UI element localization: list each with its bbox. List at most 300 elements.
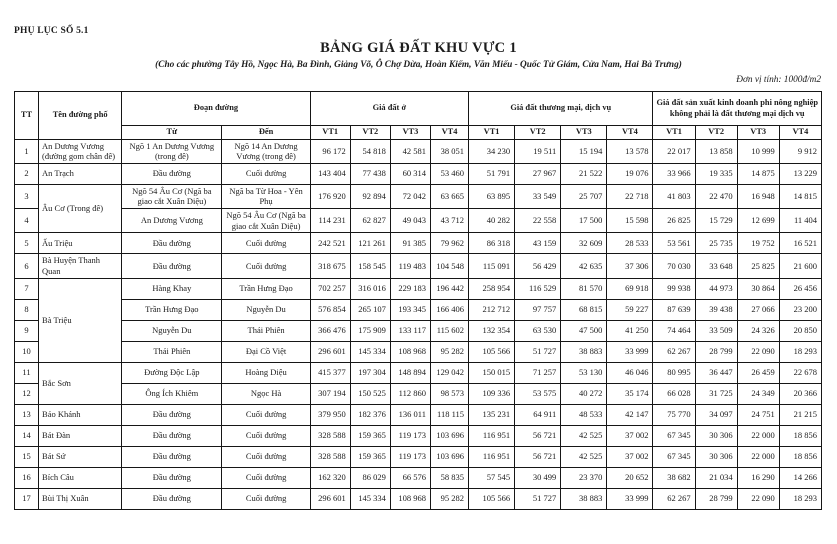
price-value-cell: 41 803	[653, 184, 695, 208]
price-value-cell: 33 999	[607, 488, 653, 509]
price-value-cell: 44 973	[695, 278, 737, 299]
table-row	[15, 184, 822, 208]
table-row	[15, 254, 822, 278]
header-vt2: VT2	[350, 126, 390, 140]
segment-from-cell: Đầu đường	[122, 467, 222, 488]
row-number: 5	[15, 233, 39, 254]
price-value-cell: 103 696	[430, 425, 468, 446]
table-row	[15, 425, 822, 446]
table-row	[15, 488, 822, 509]
price-value-cell: 49 043	[390, 209, 430, 233]
segment-from-cell: Đầu đường	[122, 446, 222, 467]
price-value-cell: 119 483	[390, 254, 430, 278]
price-value-cell: 68 815	[561, 299, 607, 320]
header-vt1: VT1	[469, 126, 515, 140]
price-value-cell: 109 336	[469, 383, 515, 404]
segment-to-cell: Cuối đường	[222, 425, 310, 446]
price-value-cell: 66 576	[390, 467, 430, 488]
price-value-cell: 22 017	[653, 139, 695, 163]
table-row	[15, 139, 822, 163]
segment-to-cell: Trần Hưng Đạo	[222, 278, 310, 299]
header-vt1: VT1	[310, 126, 350, 140]
segment-from-cell: Ngõ 1 An Dương Vương (trong đê)	[122, 139, 222, 163]
price-value-cell: 27 967	[515, 163, 561, 184]
price-value-cell: 36 447	[695, 362, 737, 383]
price-value-cell: 47 500	[561, 320, 607, 341]
row-number: 12	[15, 383, 39, 404]
price-value-cell: 79 962	[430, 233, 468, 254]
price-value-cell: 28 799	[695, 341, 737, 362]
segment-to-cell: Cuối đường	[222, 163, 310, 184]
price-value-cell: 702 257	[310, 278, 350, 299]
price-value-cell: 13 858	[695, 139, 737, 163]
segment-from-cell: Đầu đường	[122, 254, 222, 278]
price-value-cell: 22 718	[607, 184, 653, 208]
price-value-cell: 80 995	[653, 362, 695, 383]
price-value-cell: 112 860	[390, 383, 430, 404]
price-value-cell: 26 459	[737, 362, 779, 383]
table-row	[15, 467, 822, 488]
price-value-cell: 23 370	[561, 467, 607, 488]
price-value-cell: 34 230	[469, 139, 515, 163]
price-value-cell: 129 042	[430, 362, 468, 383]
price-value-cell: 158 545	[350, 254, 390, 278]
table-row	[15, 341, 822, 362]
price-value-cell: 366 476	[310, 320, 350, 341]
price-value-cell: 37 002	[607, 425, 653, 446]
segment-from-cell: Đầu đường	[122, 233, 222, 254]
price-value-cell: 116 951	[469, 425, 515, 446]
price-value-cell: 27 066	[737, 299, 779, 320]
price-value-cell: 30 499	[515, 467, 561, 488]
price-value-cell: 16 521	[779, 233, 821, 254]
segment-to-cell: Cuối đường	[222, 254, 310, 278]
price-value-cell: 328 588	[310, 446, 350, 467]
header-tt: TT	[15, 92, 39, 140]
price-value-cell: 38 682	[653, 467, 695, 488]
price-value-cell: 40 282	[469, 209, 515, 233]
price-value-cell: 56 721	[515, 425, 561, 446]
row-number: 6	[15, 254, 39, 278]
price-value-cell: 32 609	[561, 233, 607, 254]
table-row	[15, 278, 822, 299]
segment-from-cell: An Dương Vương	[122, 209, 222, 233]
price-value-cell: 16 948	[737, 184, 779, 208]
segment-from-cell: Ngõ 54 Âu Cơ (Ngã ba giao cắt Xuân Diệu)	[122, 184, 222, 208]
table-row	[15, 209, 822, 233]
row-number: 8	[15, 299, 39, 320]
price-value-cell: 20 366	[779, 383, 821, 404]
price-value-cell: 67 345	[653, 446, 695, 467]
price-value-cell: 119 173	[390, 425, 430, 446]
row-number: 1	[15, 139, 39, 163]
segment-to-cell: Ngõ 54 Âu Cơ (Ngã ba giao cắt Xuân Diệu)	[222, 209, 310, 233]
price-value-cell: 166 406	[430, 299, 468, 320]
price-value-cell: 196 442	[430, 278, 468, 299]
land-price-table	[14, 91, 822, 510]
header-production: Giá đất sản xuất kinh doanh phi nông nghiệp không phải là đất thương mại dịch vụ	[653, 92, 822, 126]
price-value-cell: 103 696	[430, 446, 468, 467]
street-name-cell: Bảo Khánh	[39, 404, 122, 425]
row-number: 16	[15, 467, 39, 488]
row-number: 10	[15, 341, 39, 362]
price-value-cell: 19 076	[607, 163, 653, 184]
price-value-cell: 576 854	[310, 299, 350, 320]
table-row	[15, 404, 822, 425]
price-value-cell: 9 912	[779, 139, 821, 163]
row-number: 15	[15, 446, 39, 467]
header-vt3: VT3	[737, 126, 779, 140]
header-vt2: VT2	[695, 126, 737, 140]
row-number: 4	[15, 209, 39, 233]
row-number: 7	[15, 278, 39, 299]
price-value-cell: 150 015	[469, 362, 515, 383]
price-value-cell: 296 601	[310, 341, 350, 362]
street-name-cell: An Dương Vương (đường gom chân đê)	[39, 139, 122, 163]
price-value-cell: 132 354	[469, 320, 515, 341]
row-number: 11	[15, 362, 39, 383]
segment-to-cell: Nguyễn Du	[222, 299, 310, 320]
price-value-cell: 105 566	[469, 488, 515, 509]
segment-to-cell: Đại Cồ Việt	[222, 341, 310, 362]
price-value-cell: 26 456	[779, 278, 821, 299]
price-value-cell: 42 635	[561, 254, 607, 278]
price-value-cell: 15 194	[561, 139, 607, 163]
price-value-cell: 11 404	[779, 209, 821, 233]
price-value-cell: 95 282	[430, 341, 468, 362]
price-value-cell: 57 545	[469, 467, 515, 488]
segment-from-cell: Trần Hưng Đạo	[122, 299, 222, 320]
price-value-cell: 115 091	[469, 254, 515, 278]
segment-from-cell: Đầu đường	[122, 488, 222, 509]
row-number: 3	[15, 184, 39, 208]
segment-to-cell: Thái Phiên	[222, 320, 310, 341]
header-section: Đoạn đường	[122, 92, 310, 126]
price-value-cell: 22 678	[779, 362, 821, 383]
price-value-cell: 118 115	[430, 404, 468, 425]
price-value-cell: 22 558	[515, 209, 561, 233]
price-value-cell: 60 314	[390, 163, 430, 184]
price-value-cell: 48 533	[561, 404, 607, 425]
price-value-cell: 21 034	[695, 467, 737, 488]
price-value-cell: 97 757	[515, 299, 561, 320]
price-value-cell: 23 200	[779, 299, 821, 320]
segment-to-cell: Cuối đường	[222, 446, 310, 467]
price-value-cell: 18 856	[779, 446, 821, 467]
price-value-cell: 14 815	[779, 184, 821, 208]
price-value-cell: 24 349	[737, 383, 779, 404]
price-value-cell: 162 320	[310, 467, 350, 488]
price-value-cell: 63 530	[515, 320, 561, 341]
header-vt4: VT4	[607, 126, 653, 140]
header-vt3: VT3	[561, 126, 607, 140]
price-value-cell: 34 097	[695, 404, 737, 425]
table-row	[15, 362, 822, 383]
table-row	[15, 163, 822, 184]
price-value-cell: 13 578	[607, 139, 653, 163]
price-value-cell: 119 173	[390, 446, 430, 467]
price-value-cell: 22 090	[737, 341, 779, 362]
table-row	[15, 233, 822, 254]
price-value-cell: 62 827	[350, 209, 390, 233]
price-value-cell: 18 293	[779, 488, 821, 509]
price-value-cell: 17 500	[561, 209, 607, 233]
price-value-cell: 242 521	[310, 233, 350, 254]
street-name-cell: Âu Cơ (Trong đê)	[39, 184, 122, 233]
price-value-cell: 148 894	[390, 362, 430, 383]
price-value-cell: 64 911	[515, 404, 561, 425]
price-value-cell: 35 174	[607, 383, 653, 404]
row-number: 17	[15, 488, 39, 509]
price-value-cell: 71 257	[515, 362, 561, 383]
table-row	[15, 446, 822, 467]
table-header	[15, 92, 822, 140]
row-number: 2	[15, 163, 39, 184]
price-value-cell: 58 835	[430, 467, 468, 488]
price-value-cell: 28 799	[695, 488, 737, 509]
price-value-cell: 135 231	[469, 404, 515, 425]
price-value-cell: 145 334	[350, 488, 390, 509]
header-vt3: VT3	[390, 126, 430, 140]
price-value-cell: 74 464	[653, 320, 695, 341]
table-row	[15, 320, 822, 341]
table-row	[15, 383, 822, 404]
header-vt2: VT2	[515, 126, 561, 140]
price-value-cell: 51 791	[469, 163, 515, 184]
price-value-cell: 59 227	[607, 299, 653, 320]
price-value-cell: 63 895	[469, 184, 515, 208]
price-value-cell: 145 334	[350, 341, 390, 362]
price-value-cell: 86 029	[350, 467, 390, 488]
price-value-cell: 42 525	[561, 446, 607, 467]
price-value-cell: 31 725	[695, 383, 737, 404]
segment-to-cell: Ngã ba Từ Hoa - Yên Phụ	[222, 184, 310, 208]
row-number: 13	[15, 404, 39, 425]
price-value-cell: 22 000	[737, 425, 779, 446]
price-value-cell: 307 194	[310, 383, 350, 404]
header-residential: Giá đất ở	[310, 92, 468, 126]
price-value-cell: 258 954	[469, 278, 515, 299]
street-name-cell: An Trạch	[39, 163, 122, 184]
price-value-cell: 108 968	[390, 488, 430, 509]
price-value-cell: 62 267	[653, 341, 695, 362]
price-value-cell: 114 231	[310, 209, 350, 233]
price-value-cell: 296 601	[310, 488, 350, 509]
price-value-cell: 70 030	[653, 254, 695, 278]
price-value-cell: 13 229	[779, 163, 821, 184]
price-value-cell: 98 573	[430, 383, 468, 404]
unit-note: Đơn vị tính: 1000đ/m2	[736, 75, 821, 85]
price-value-cell: 316 016	[350, 278, 390, 299]
price-value-cell: 21 215	[779, 404, 821, 425]
price-value-cell: 379 950	[310, 404, 350, 425]
segment-to-cell: Cuối đường	[222, 404, 310, 425]
segment-from-cell: Thái Phiên	[122, 341, 222, 362]
price-table-body	[15, 139, 822, 509]
price-value-cell: 30 306	[695, 425, 737, 446]
price-value-cell: 212 712	[469, 299, 515, 320]
street-name-cell: Bích Câu	[39, 467, 122, 488]
price-value-cell: 37 306	[607, 254, 653, 278]
price-value-cell: 87 639	[653, 299, 695, 320]
price-value-cell: 38 883	[561, 341, 607, 362]
price-value-cell: 176 920	[310, 184, 350, 208]
header-from: Từ	[122, 126, 222, 140]
price-value-cell: 28 533	[607, 233, 653, 254]
row-number: 9	[15, 320, 39, 341]
segment-to-cell: Cuối đường	[222, 233, 310, 254]
segment-from-cell: Nguyễn Du	[122, 320, 222, 341]
segment-to-cell: Ngõ 14 An Dương Vương (trong đê)	[222, 139, 310, 163]
price-value-cell: 19 752	[737, 233, 779, 254]
price-value-cell: 26 825	[653, 209, 695, 233]
price-value-cell: 62 267	[653, 488, 695, 509]
price-value-cell: 38 883	[561, 488, 607, 509]
price-value-cell: 20 652	[607, 467, 653, 488]
price-value-cell: 18 293	[779, 341, 821, 362]
price-value-cell: 22 000	[737, 446, 779, 467]
price-value-cell: 30 864	[737, 278, 779, 299]
price-value-cell: 42 525	[561, 425, 607, 446]
price-value-cell: 54 818	[350, 139, 390, 163]
street-name-cell: Bắc Sơn	[39, 362, 122, 404]
header-commercial: Giá đất thương mại, dịch vụ	[469, 92, 653, 126]
price-value-cell: 92 894	[350, 184, 390, 208]
segment-from-cell: Đầu đường	[122, 404, 222, 425]
price-value-cell: 18 856	[779, 425, 821, 446]
price-value-cell: 33 648	[695, 254, 737, 278]
header-vt4: VT4	[779, 126, 821, 140]
price-value-cell: 150 525	[350, 383, 390, 404]
price-value-cell: 41 250	[607, 320, 653, 341]
price-value-cell: 14 875	[737, 163, 779, 184]
price-value-cell: 115 602	[430, 320, 468, 341]
price-value-cell: 67 345	[653, 425, 695, 446]
segment-to-cell: Ngọc Hà	[222, 383, 310, 404]
price-value-cell: 24 751	[737, 404, 779, 425]
price-value-cell: 56 429	[515, 254, 561, 278]
price-value-cell: 16 290	[737, 467, 779, 488]
price-value-cell: 159 365	[350, 446, 390, 467]
price-value-cell: 159 365	[350, 425, 390, 446]
price-value-cell: 415 377	[310, 362, 350, 383]
price-value-cell: 46 046	[607, 362, 653, 383]
segment-to-cell: Cuối đường	[222, 488, 310, 509]
price-value-cell: 75 770	[653, 404, 695, 425]
street-name-cell: Bát Sứ	[39, 446, 122, 467]
price-value-cell: 229 183	[390, 278, 430, 299]
street-name-cell: Bà Huyện Thanh Quan	[39, 254, 122, 278]
price-value-cell: 86 318	[469, 233, 515, 254]
price-value-cell: 25 707	[561, 184, 607, 208]
price-value-cell: 182 376	[350, 404, 390, 425]
price-value-cell: 175 909	[350, 320, 390, 341]
price-value-cell: 72 042	[390, 184, 430, 208]
price-value-cell: 143 404	[310, 163, 350, 184]
price-value-cell: 116 951	[469, 446, 515, 467]
segment-to-cell: Cuối đường	[222, 467, 310, 488]
price-value-cell: 33 966	[653, 163, 695, 184]
street-name-cell: Ấu Triệu	[39, 233, 122, 254]
price-value-cell: 25 735	[695, 233, 737, 254]
price-value-cell: 91 385	[390, 233, 430, 254]
price-value-cell: 56 721	[515, 446, 561, 467]
price-value-cell: 22 470	[695, 184, 737, 208]
segment-from-cell: Ông Ích Khiêm	[122, 383, 222, 404]
street-name-cell: Bát Đàn	[39, 425, 122, 446]
price-value-cell: 10 999	[737, 139, 779, 163]
price-value-cell: 96 172	[310, 139, 350, 163]
price-value-cell: 63 665	[430, 184, 468, 208]
price-value-cell: 77 438	[350, 163, 390, 184]
price-value-cell: 265 107	[350, 299, 390, 320]
price-value-cell: 20 850	[779, 320, 821, 341]
price-value-cell: 53 561	[653, 233, 695, 254]
price-value-cell: 318 675	[310, 254, 350, 278]
price-value-cell: 43 712	[430, 209, 468, 233]
price-value-cell: 33 549	[515, 184, 561, 208]
price-value-cell: 193 345	[390, 299, 430, 320]
price-value-cell: 14 266	[779, 467, 821, 488]
header-to: Đến	[222, 126, 310, 140]
price-value-cell: 37 002	[607, 446, 653, 467]
price-value-cell: 21 600	[779, 254, 821, 278]
price-value-cell: 51 727	[515, 341, 561, 362]
price-value-cell: 22 090	[737, 488, 779, 509]
price-value-cell: 116 529	[515, 278, 561, 299]
price-value-cell: 104 548	[430, 254, 468, 278]
price-value-cell: 40 272	[561, 383, 607, 404]
street-name-cell: Bùi Thị Xuân	[39, 488, 122, 509]
segment-from-cell: Hàng Khay	[122, 278, 222, 299]
price-value-cell: 69 918	[607, 278, 653, 299]
header-vt4: VT4	[430, 126, 468, 140]
price-value-cell: 66 028	[653, 383, 695, 404]
street-name-cell: Bà Triệu	[39, 278, 122, 362]
price-value-cell: 53 130	[561, 362, 607, 383]
row-number: 14	[15, 425, 39, 446]
segment-to-cell: Hoàng Diệu	[222, 362, 310, 383]
price-value-cell: 33 999	[607, 341, 653, 362]
segment-from-cell: Đầu đường	[122, 163, 222, 184]
price-value-cell: 33 509	[695, 320, 737, 341]
page-subtitle: (Cho các phường Tây Hồ, Ngọc Hà, Ba Đình, Giảng Võ, Ô Chợ Dừa, Hoàn Kiếm, Văn Miếu - Quốc Tử Giám, Cửa Nam, Hai Bà Trưng)	[155, 60, 682, 70]
page-title: BẢNG GIÁ ĐẤT KHU VỰC 1	[320, 40, 517, 56]
table-row	[15, 299, 822, 320]
price-value-cell: 38 051	[430, 139, 468, 163]
price-value-cell: 30 306	[695, 446, 737, 467]
price-value-cell: 15 729	[695, 209, 737, 233]
price-value-cell: 51 727	[515, 488, 561, 509]
price-value-cell: 21 522	[561, 163, 607, 184]
price-value-cell: 53 575	[515, 383, 561, 404]
price-value-cell: 39 438	[695, 299, 737, 320]
price-value-cell: 15 598	[607, 209, 653, 233]
price-value-cell: 42 147	[607, 404, 653, 425]
price-value-cell: 19 335	[695, 163, 737, 184]
appendix-label: PHỤ LỤC SỐ 5.1	[14, 26, 89, 36]
price-value-cell: 136 011	[390, 404, 430, 425]
price-value-cell: 197 304	[350, 362, 390, 383]
price-value-cell: 81 570	[561, 278, 607, 299]
segment-from-cell: Đường Độc Lập	[122, 362, 222, 383]
price-value-cell: 19 511	[515, 139, 561, 163]
price-value-cell: 99 938	[653, 278, 695, 299]
price-value-cell: 133 117	[390, 320, 430, 341]
price-value-cell: 108 968	[390, 341, 430, 362]
price-value-cell: 42 581	[390, 139, 430, 163]
price-value-cell: 25 825	[737, 254, 779, 278]
